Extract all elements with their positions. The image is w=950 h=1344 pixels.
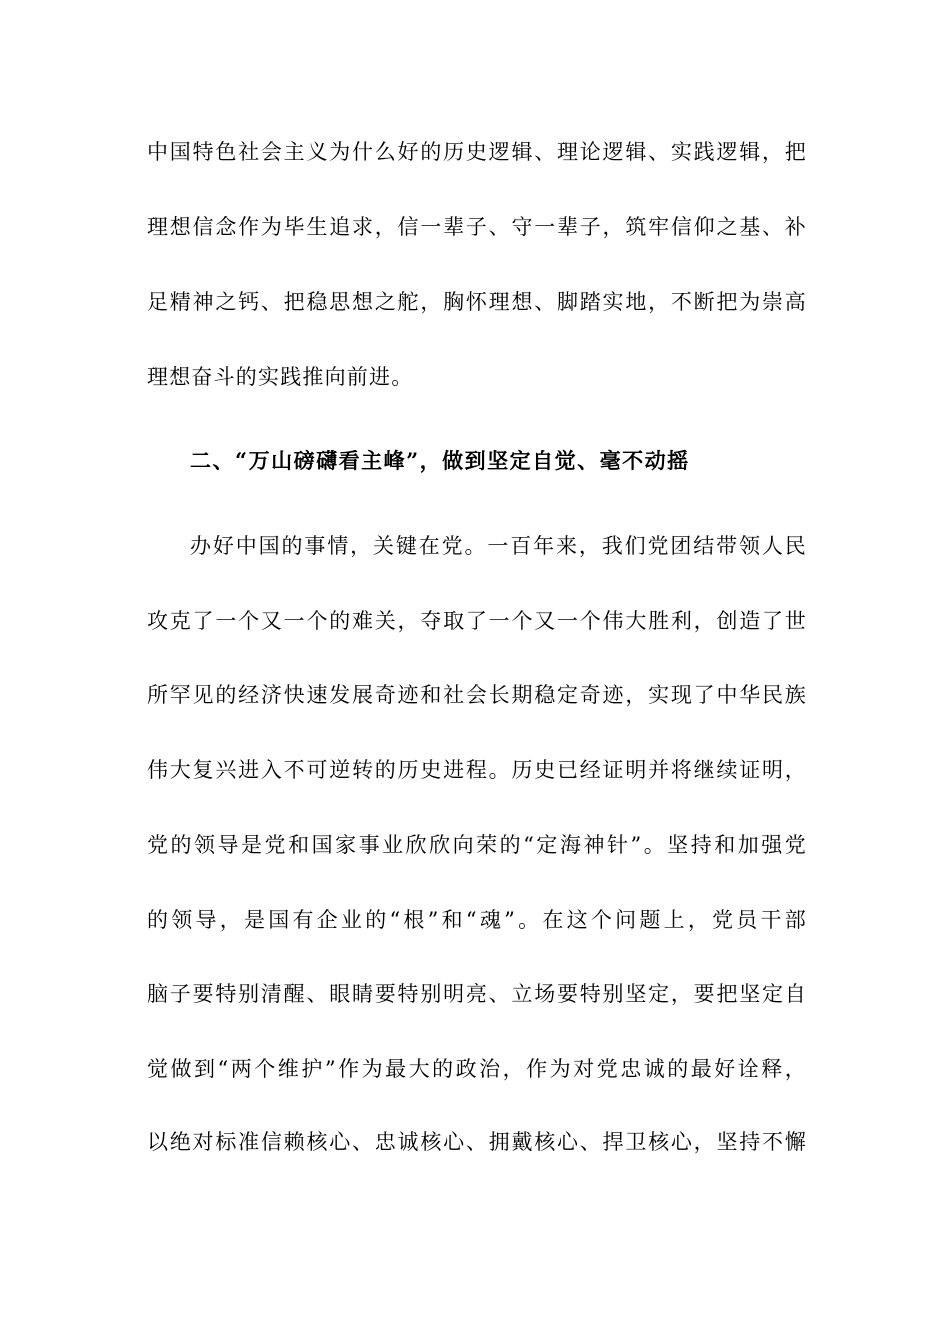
- paragraph-2-line-7: 脑子要特别清醒、眼睛要特别明亮、立场要特别坚定，要把坚定自: [147, 982, 807, 1006]
- paragraph-1-line-4: 理想奋斗的实践推向前进。: [147, 365, 414, 389]
- paragraph-1-line-2: 理想信念作为毕生追求，信一辈子、守一辈子，筑牢信仰之基、补: [147, 215, 807, 239]
- paragraph-1-line-1: 中国特色社会主义为什么好的历史逻辑、理论逻辑、实践逻辑，把: [147, 140, 807, 164]
- paragraph-2-line-8: 觉做到“两个维护”作为最大的政治，作为对党忠诚的最好诠释，: [147, 1057, 807, 1081]
- paragraph-2-line-5: 党的领导是党和国家事业欣欣向荣的“定海神针”。坚持和加强党: [147, 833, 807, 857]
- paragraph-2-line-1: 办好中国的事情，关键在党。一百年来，我们党团结带领人民: [190, 534, 807, 558]
- paragraph-2-line-6: 的领导，是国有企业的“根”和“魂”。在这个问题上，党员干部: [147, 908, 807, 932]
- paragraph-2-line-3: 所罕见的经济快速发展奇迹和社会长期稳定奇迹，实现了中华民族: [147, 683, 807, 707]
- section-heading: 二、“万山磅礴看主峰”，做到坚定自觉、毫不动摇: [190, 448, 690, 473]
- paragraph-1-line-3: 足精神之钙、把稳思想之舵，胸怀理想、脚踏实地，不断把为崇高: [147, 290, 807, 314]
- paragraph-2-line-4: 伟大复兴进入不可逆转的历史进程。历史已经证明并将继续证明，: [147, 758, 807, 782]
- paragraph-2-line-9: 以绝对标准信赖核心、忠诚核心、拥戴核心、捍卫核心，坚持不懈: [147, 1130, 807, 1154]
- paragraph-2-line-2: 攻克了一个又一个的难关，夺取了一个又一个伟大胜利，创造了世: [147, 609, 807, 633]
